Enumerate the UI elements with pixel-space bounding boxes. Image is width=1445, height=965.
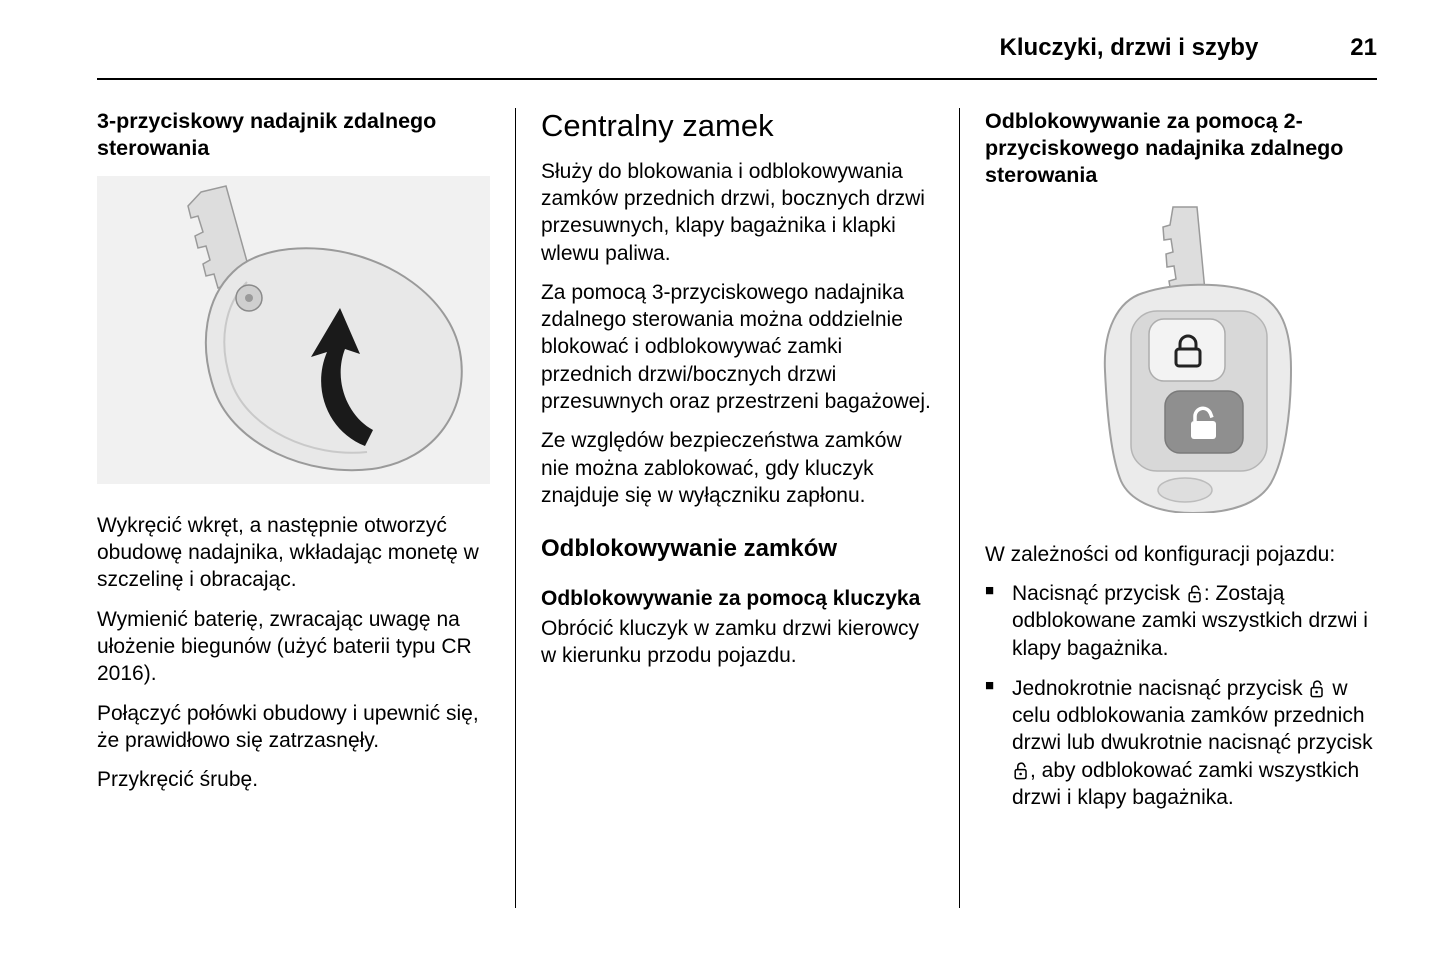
chapter-title: Kluczyki, drzwi i szyby	[999, 34, 1259, 61]
key-blade	[1163, 207, 1205, 293]
paragraph: Przykręcić śrubę.	[97, 768, 259, 792]
section-heading: Odblokowywanie za pomocą 2-przyciskowego nadajnika zdalnego sterowania	[985, 109, 1344, 187]
page-header	[97, 34, 1377, 78]
column-divider	[959, 108, 960, 908]
paragraph: Wymienić baterię, zwracając uwagę na ułożenie biegunów (użyć baterii typu CR 2016).	[97, 607, 472, 686]
column-center	[541, 108, 934, 908]
lock-button-icon	[1149, 319, 1225, 381]
key-fob-3button-illustration	[97, 176, 490, 484]
unlock-icon	[1187, 584, 1203, 603]
unlock-icon	[1013, 761, 1029, 780]
key-fob-2button-figure	[985, 203, 1377, 513]
paragraph: Za pomocą 3-przyciskowego nadajnika zdalnego sterowania można oddzielnie blokować i odblokowywać zamki przednich drzwi/bocznych drzwi przesuwnych oraz przestrzeni bagażowej.	[540, 280, 931, 414]
paragraph: Połączyć połówki obudowy i upewnić się, że prawidłowo się zatrzasnęły.	[97, 701, 479, 752]
paragraph: Ze względów bezpieczeństwa zamków nie można zablokować, gdy kluczyk znajduje się w wyłączniku zapłonu.	[540, 429, 902, 507]
main-title: Centralny zamek	[540, 108, 774, 143]
key-fob-3button-figure	[97, 176, 490, 484]
column-left	[97, 108, 490, 908]
unlock-button-icon	[1165, 391, 1243, 453]
page-number: 21	[1350, 34, 1377, 61]
unlock-icon	[1309, 679, 1325, 698]
paragraph: W zależności od konfiguracji pojazdu:	[985, 542, 1336, 566]
subsection-heading: Odblokowywanie zamków	[540, 535, 838, 563]
paragraph: Obrócić kluczyk w zamku drzwi kierowcy w kierunku przodu pojazdu.	[540, 616, 920, 667]
unlock-bullet-list	[985, 580, 1377, 811]
column-right	[985, 108, 1377, 908]
content-columns	[97, 108, 1377, 908]
header-rule	[97, 78, 1377, 80]
paragraph: Służy do blokowania i odblokowywania zamków przednich drzwi, bocznych drzwi przesuwnych, klapy bagażnika i klapki wlewu paliwa.	[540, 159, 925, 265]
section-heading: 3-przyciskowy nadajnik zdalnego sterowania	[97, 109, 437, 160]
column-divider	[515, 108, 516, 908]
bullet-item: ■ Jednokrotnie nacisnąć przycisk w celu odblokowania zamków przednich drzwi lub dwukrotnie nacisnąć przycisk , aby odblokować zamki wszystkich drzwi i klapy bagażnika.	[985, 675, 1377, 811]
bullet-item: ■ Nacisnąć przycisk : Zostają odblokowane zamki wszystkich drzwi i klapy bagażnika.	[985, 580, 1377, 662]
paragraph: Wykręcić wkręt, a następnie otworzyć obudowę nadajnika, wkładając monetę w szczelinę i obracając.	[97, 513, 479, 592]
key-fob-2button-illustration	[985, 203, 1377, 513]
subsubsection-heading: Odblokowywanie za pomocą kluczyka	[540, 587, 921, 611]
